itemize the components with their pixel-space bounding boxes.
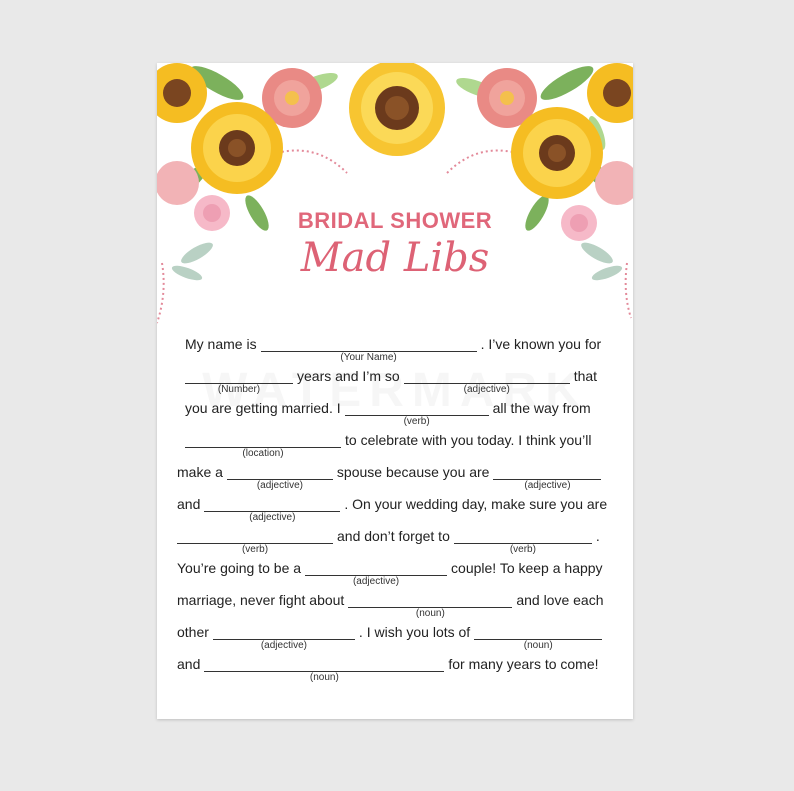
blank-noun-3[interactable] — [204, 655, 444, 683]
story-text: . On your wedding day, make sure you are — [344, 496, 608, 512]
blank-verb-2[interactable] — [177, 527, 333, 555]
story-line-11 — [177, 655, 613, 683]
story-text: and — [177, 656, 201, 672]
blank-your-name[interactable] — [261, 335, 477, 363]
hint-label: (verb) — [509, 544, 536, 555]
blank-noun-1[interactable] — [348, 591, 512, 619]
blank-adjective-2[interactable] — [227, 463, 333, 491]
story-line-9 — [177, 591, 613, 619]
hint-label: (adjective) — [524, 480, 571, 491]
hint-label: (noun) — [309, 672, 339, 683]
story-text: and — [177, 496, 201, 512]
blank-noun-2[interactable] — [474, 623, 602, 651]
story-text: spouse because you are — [336, 464, 490, 480]
story-text: that — [573, 368, 598, 384]
story-line-6 — [177, 495, 613, 523]
blank-location[interactable] — [185, 431, 341, 459]
story-line-4 — [185, 431, 605, 459]
story-text: and don’t forget to — [337, 528, 450, 544]
blank-adjective-4[interactable] — [204, 495, 340, 523]
story-line-3 — [185, 399, 605, 427]
hint-label: (noun) — [523, 640, 553, 651]
hint-label: (adjective) — [256, 480, 303, 491]
story-text: make a — [177, 464, 223, 480]
story-text: years and I’m so — [297, 368, 400, 384]
story-line-8 — [177, 559, 613, 587]
blank-verb-1[interactable] — [345, 399, 489, 427]
title-mad-libs: Mad Libs — [300, 235, 490, 281]
story-text: you are getting married. I — [185, 400, 341, 416]
hint-label: (adjective) — [260, 640, 307, 651]
story-text: other — [177, 624, 209, 640]
hint-label: (verb) — [403, 416, 430, 427]
story-text: . — [595, 528, 600, 544]
blank-verb-3[interactable] — [454, 527, 592, 555]
story-line-1 — [185, 335, 605, 363]
story-line-10 — [177, 623, 613, 651]
hint-label: (adjective) — [352, 576, 400, 587]
story-text: to celebrate with you today. I think you’ll — [345, 432, 592, 448]
story-text: You’re going to be a — [177, 560, 302, 576]
blank-number[interactable] — [185, 367, 293, 395]
hint-label: (Number) — [217, 384, 261, 395]
hint-label: (adjective) — [463, 384, 510, 395]
story-text: . I wish you lots of — [358, 624, 471, 640]
title-bridal-shower: BRIDAL SHOWER — [297, 208, 493, 233]
story-text: couple! To keep a happy — [451, 560, 603, 576]
hint-label: (adjective) — [249, 512, 296, 523]
hint-label: (verb) — [241, 544, 269, 555]
hint-label: (Your Name) — [340, 352, 397, 363]
hint-label: (location) — [242, 448, 284, 459]
story-text: marriage, never fight about — [177, 592, 345, 608]
blank-adjective-5[interactable] — [305, 559, 447, 587]
story-text: all the way from — [492, 400, 591, 416]
story-text: for many years to come! — [448, 656, 599, 672]
blank-adjective-3[interactable] — [493, 463, 601, 491]
printable-card — [157, 63, 633, 719]
story-text: and love each — [516, 592, 604, 608]
story-text: My name is — [185, 336, 257, 352]
floral-header-illustration — [157, 63, 633, 333]
story-text: . I’ve known you for — [480, 336, 602, 352]
hint-label: (noun) — [415, 608, 445, 619]
blank-adjective-6[interactable] — [213, 623, 355, 651]
story-line-5 — [177, 463, 613, 491]
story-line-2 — [185, 367, 605, 395]
blank-adjective-1[interactable] — [404, 367, 570, 395]
story-line-7 — [177, 527, 613, 555]
